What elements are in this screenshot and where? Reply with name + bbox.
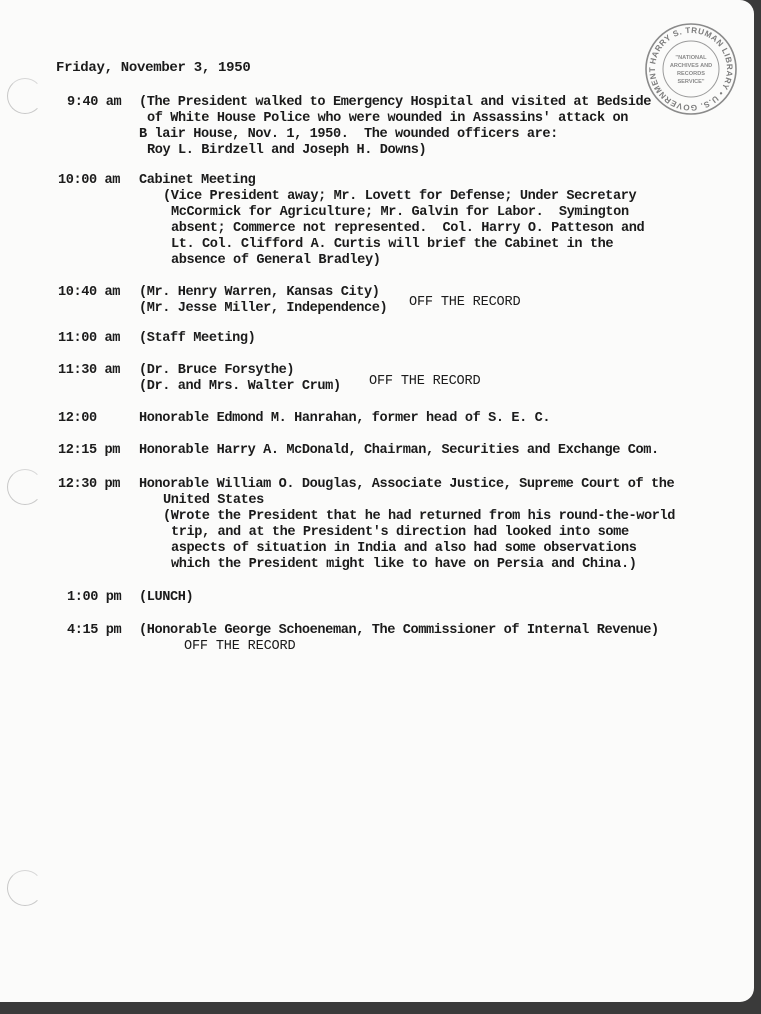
entry-line: Lt. Col. Clifford A. Curtis will brief the Cabinet in the (171, 237, 614, 252)
entry-line: United States (163, 493, 264, 508)
off-the-record-note: OFF THE RECORD (184, 639, 296, 654)
entry-line: (Honorable George Schoeneman, The Commissioner of Internal Revenue) (139, 623, 659, 638)
entry-time: 10:40 am (58, 285, 121, 300)
entry-time: 4:15 pm (67, 623, 122, 638)
entry-line: B lair House, Nov. 1, 1950. The wounded officers are: (139, 127, 558, 142)
entry-time: 1:00 pm (67, 590, 122, 605)
entry-time: 12:00 (58, 411, 97, 426)
entry-line: (Staff Meeting) (139, 331, 256, 346)
entry-line: (Mr. Jesse Miller, Independence) (139, 301, 388, 316)
binder-hole (7, 78, 43, 114)
entry-time: 11:00 am (58, 331, 121, 346)
stamp-inner-line: "NATIONAL (675, 55, 707, 61)
entry-line: Honorable Edmond M. Hanrahan, former head of S. E. C. (139, 411, 551, 426)
entry-line: McCormick for Agriculture; Mr. Galvin for Labor. Symington (171, 205, 629, 220)
entry-line: (Vice President away; Mr. Lovett for Defense; Under Secretary (163, 189, 637, 204)
entry-line: (LUNCH) (139, 590, 194, 605)
entry-line: absent; Commerce not represented. Col. Harry O. Patteson and (171, 221, 645, 236)
stamp-inner-line: ARCHIVES AND (669, 63, 713, 69)
entry-line: (The President walked to Emergency Hospital and visited at Bedside (139, 95, 652, 110)
entry-line: (Wrote the President that he had returned from his round-the-world (163, 509, 676, 524)
entry-line: Cabinet Meeting (139, 173, 256, 188)
entry-line: trip, and at the President's direction had looked into some (171, 525, 629, 540)
stamp-ring-text: HARRY S. TRUMAN LIBRARY • U.S. GOVERNMENT (647, 25, 735, 113)
binder-hole (7, 870, 43, 906)
entry-time: 11:30 am (58, 363, 121, 378)
stamp-inner-line: RECORDS (677, 71, 705, 77)
entry-line: Honorable William O. Douglas, Associate Justice, Supreme Court of the (139, 477, 675, 492)
binder-hole (7, 469, 43, 505)
library-stamp (644, 22, 738, 116)
entry-line: (Dr. and Mrs. Walter Crum) (139, 379, 341, 394)
document-date: Friday, November 3, 1950 (56, 60, 251, 76)
stamp-inner-line: SERVICE" (677, 79, 705, 85)
entry-time: 9:40 am (67, 95, 122, 110)
entry-line: (Mr. Henry Warren, Kansas City) (139, 285, 380, 300)
entry-line: (Dr. Bruce Forsythe) (139, 363, 295, 378)
entry-time: 10:00 am (58, 173, 121, 188)
off-the-record-note: OFF THE RECORD (369, 374, 481, 389)
entry-line: absence of General Bradley) (171, 253, 381, 268)
entry-line: Honorable Harry A. McDonald, Chairman, Securities and Exchange Com. (139, 443, 659, 458)
entry-time: 12:15 pm (58, 443, 121, 458)
entry-line: which the President might like to have on Persia and China.) (171, 557, 637, 572)
entry-line: Roy L. Birdzell and Joseph H. Downs) (147, 143, 427, 158)
entry-time: 12:30 pm (58, 477, 121, 492)
entry-line: aspects of situation in India and also had some observations (171, 541, 637, 556)
off-the-record-note: OFF THE RECORD (409, 295, 521, 310)
entry-line: of White House Police who were wounded in Assassins' attack on (147, 111, 628, 126)
